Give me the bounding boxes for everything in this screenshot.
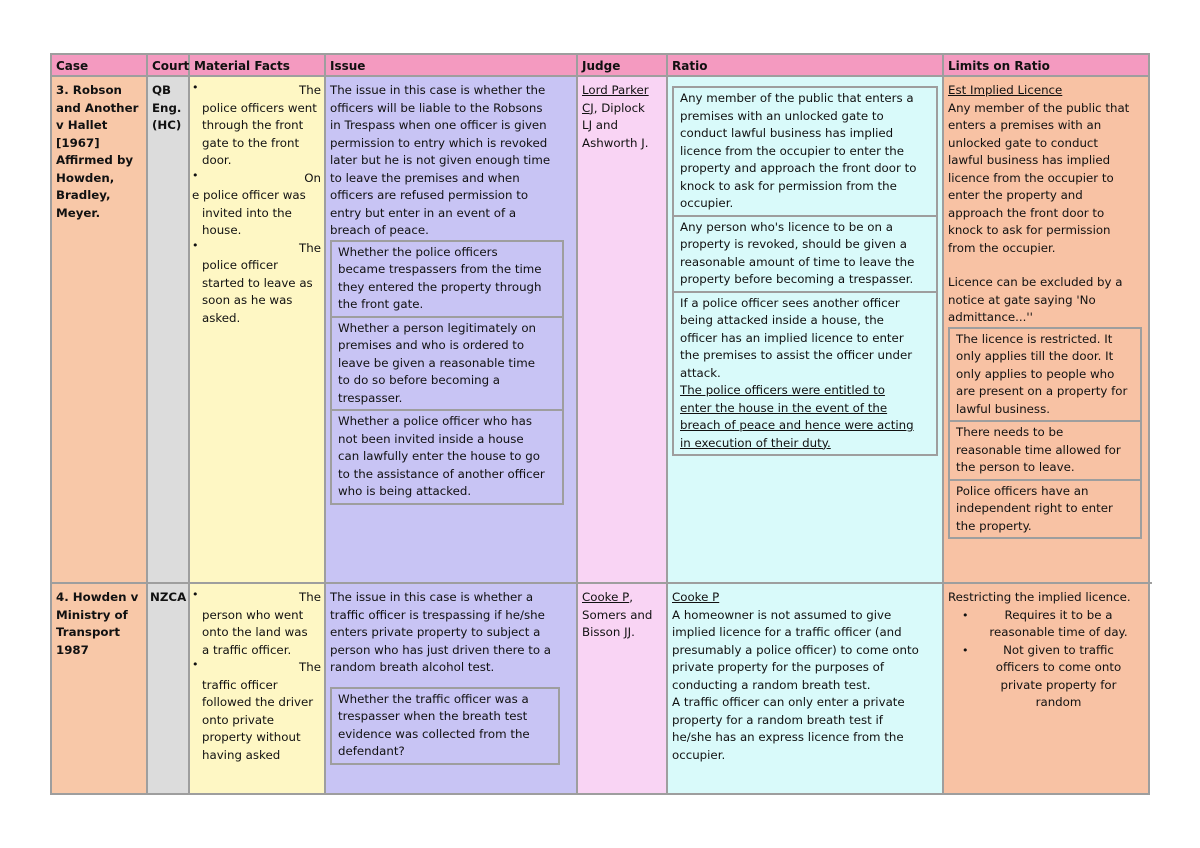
bullet-icon: • xyxy=(192,658,199,671)
case-line: 3. Robson xyxy=(56,83,122,97)
limits-bullet: • Not given to traffic officers to come onto private property for random xyxy=(948,642,1145,712)
fact-bullet: • The police officer started to leave as soon as he was asked. xyxy=(192,240,321,328)
header-limits: Limits on Ratio xyxy=(944,55,1148,77)
limits-box: Police officers have an independent right to enter the property. xyxy=(948,481,1142,540)
issue-box: Whether the traffic officer was a trespasser when the breath test evidence was collected from the defendant? xyxy=(330,687,560,765)
judge-cell-row-2: Cooke P, Somers and Bisson JJ. xyxy=(582,590,653,639)
bullet-icon: • xyxy=(192,81,199,94)
column-facts xyxy=(190,55,326,793)
case-line: Meyer. xyxy=(56,205,101,220)
case-line: and Another xyxy=(56,100,139,115)
case-line: v Hallet xyxy=(56,118,108,132)
court-line: (HC) xyxy=(152,118,182,132)
issue-box: Whether a police officer who has not been invited inside a house can lawfully enter the house to go to the assistance of another officer who is being attacked. xyxy=(330,411,564,505)
row-divider xyxy=(52,582,1152,584)
ratio-box: Any member of the public that enters a premises with an unlocked gate to conduct lawful business has implied licence from the occupier to enter the property and approach the front door to knock to ask for permission from the occupier. xyxy=(672,86,938,217)
header-issue: Issue xyxy=(326,55,576,77)
case-line: Affirmed by xyxy=(56,153,134,167)
limits-cell-row-2 xyxy=(944,586,1148,712)
facts-cell-row-1 xyxy=(190,79,324,327)
bullet-icon: • xyxy=(962,643,969,657)
ratio-cell-row-2: Cooke P A homeowner is not assumed to give implied licence for a traffic officer (and presumably a police officer) to come onto private property for the purposes of conducting a random breath test. A traffic officer can only enter a private property for a random breath test if he/she has an express licence from the occupier. xyxy=(668,586,942,764)
bullet-icon: • xyxy=(962,608,969,622)
header-judge: Judge xyxy=(578,55,666,77)
column-ratio xyxy=(668,55,944,793)
fact-bullet: • On xyxy=(192,170,321,188)
ratio-box: If a police officer sees another officer being attacked inside a house, the officer has an implied licence to enter the premises to assist the officer under attack. The police officers were entitled to enter the house in the event of the breach of peace and hence were acting in execution of their duty. xyxy=(672,293,938,457)
court-cell-row-1 xyxy=(148,79,188,135)
header-facts: Material Facts xyxy=(190,55,324,77)
limits-box: There needs to be reasonable time allowed for the person to leave. xyxy=(948,422,1142,481)
limits-box: The licence is restricted. It only applies till the door. It only applies to people who are present on a property for lawful business. xyxy=(948,327,1142,423)
bullet-icon: • xyxy=(192,588,199,601)
court-line: Eng. xyxy=(152,100,182,115)
bullet-icon: • xyxy=(192,168,199,182)
court-line: QB xyxy=(152,83,172,97)
fact-bullet: • The person who went onto the land was a traffic officer. xyxy=(192,589,321,659)
judge-cell-row-1: Lord Parker CJ, Diplock LJ and Ashworth J. xyxy=(582,83,649,150)
case-line: [1967] xyxy=(56,135,100,150)
issue-cell-row-1: The issue in this case is whether the officers will be liable to the Robsons in Trespass when one officer is given permission to entry which is revoked later but he is not given enough time to leave the premises and when officers are refused permission to entry but enter in an event of a breach of peace. Whether the police officers became trespassers from the time they entered the property through the front gate. Whether a person legitimately on premises and who is ordered to leave be given a reasonable time to do so before becoming a trespasser. Whether a police officer who has not been invited inside a house can lawfully enter the house to go to the assistance of another officer who is being attacked. xyxy=(326,79,576,505)
case-line: Bradley, xyxy=(56,188,111,202)
issue-cell-row-2: The issue in this case is whether a traffic officer is trespassing if he/she enters private property to subject a person who has just driven there to a random breath alcohol test. Whether the traffic officer was a trespasser when the breath test evidence was collected from the defendant? xyxy=(326,586,576,765)
issue-box: Whether the police officers became trespassers from the time they entered the property through the front gate. xyxy=(330,240,564,318)
court-line: NZCA xyxy=(150,590,187,604)
ratio-box: Any person who's licence to be on a property is revoked, should be given a reasonable amount of time to leave the property before becoming a trespasser. xyxy=(672,217,938,293)
issue-box: Whether a person legitimately on premises and who is ordered to leave be given a reasonable time to do so before becoming a trespasser. xyxy=(330,318,564,412)
column-court xyxy=(148,55,190,793)
limits-title: Est Implied Licence xyxy=(948,83,1063,97)
column-judge xyxy=(578,55,668,793)
case-cell-row-1 xyxy=(52,79,146,222)
case-line: Ministry of xyxy=(56,607,128,622)
header-ratio: Ratio xyxy=(668,55,942,77)
limits-cell-row-1: Est Implied Licence Any member of the public that enters a premises with an unlocked gate to conduct lawful business has implied licence from the occupier to enter the property and approach the front door to knock to ask for permission from the occupier. Licence can be excluded by a notice at gate saying 'No admittance...'' The licence is restricted. It only applies till the door. It only applies to people who are present on a property for lawful business. There needs to be reasonable time allowed for the person to leave. Police officers have an independent right to enter the property. xyxy=(944,79,1148,539)
column-limits xyxy=(944,55,1148,793)
case-line: Howden, xyxy=(56,170,115,185)
header-case: Case xyxy=(52,55,146,77)
fact-bullet: • The police officers went through the front gate to the front door. xyxy=(192,82,321,170)
limits-title: Restricting the implied licence. xyxy=(948,590,1131,604)
column-case xyxy=(52,55,148,793)
ratio-cell-row-1 xyxy=(668,83,942,456)
case-line: 1987 xyxy=(56,642,89,657)
bullet-icon: • xyxy=(192,238,199,252)
case-line: 4. Howden v xyxy=(56,590,139,604)
limits-bullet: • Requires it to be a reasonable time of day. xyxy=(948,607,1145,642)
fact-bullet: • The traffic officer followed the driver onto private property without having asked xyxy=(192,659,321,764)
fact-continuation: e police officer was invited into the house. xyxy=(192,188,306,237)
column-issue xyxy=(326,55,578,793)
case-table xyxy=(50,53,1150,795)
case-line: Transport xyxy=(56,625,120,639)
case-cell-row-2 xyxy=(52,586,146,659)
header-court: Court xyxy=(148,55,188,77)
court-cell-row-2 xyxy=(148,586,188,607)
ratio-title: Cooke P xyxy=(672,590,720,604)
facts-cell-row-2 xyxy=(190,586,324,764)
